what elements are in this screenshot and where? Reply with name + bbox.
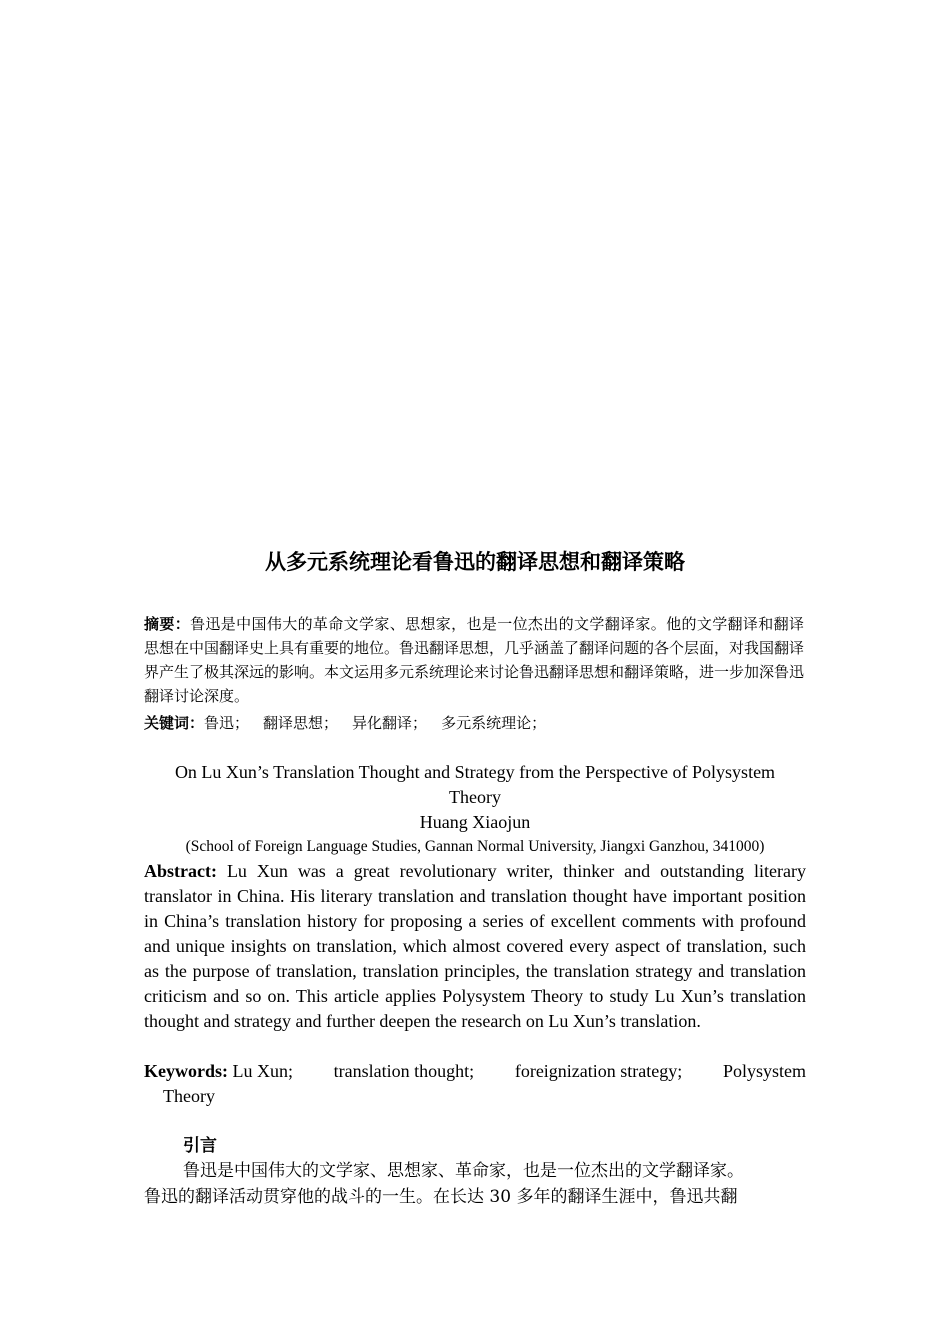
chinese-keyword: 多元系统理论；: [441, 714, 547, 732]
english-abstract: [144, 859, 806, 1034]
chinese-keyword: 异化翻译；: [352, 714, 428, 732]
introduction-paragraph: [144, 1158, 806, 1210]
chinese-keywords-label: 关键词：: [144, 714, 205, 732]
english-title: [144, 760, 806, 810]
english-title-line-1: On Lu Xun’s Translation Thought and Strategy from the Perspective of Polysystem: [174, 762, 776, 782]
english-keyword: foreignization strategy;: [514, 1061, 683, 1081]
english-keywords: [144, 1059, 806, 1109]
english-keywords-label-group: [144, 1059, 293, 1084]
english-abstract-label: Abstract:: [144, 861, 217, 881]
chinese-title: 从多元系统理论看鲁迅的翻译思想和翻译策略: [265, 550, 685, 574]
chinese-abstract-text: 鲁迅是中国伟大的革命文学家、思想家，也是一位杰出的文学翻译家。他的文学翻译和翻译思想在中国翻译史上具有重要的地位。鲁迅翻译思想，几乎涵盖了翻译问题的各个层面，对我国翻译界产生了极其深远的影响。本文运用多元系统理论来讨论鲁迅翻译思想和翻译策略，进一步加深鲁迅翻译讨论深度。: [144, 615, 805, 705]
english-keyword: translation thought;: [333, 1061, 475, 1081]
english-abstract-text: Lu Xun was a great revolutionary writer, thinker and outstanding literary translator in China. His literary translation and translation thought have important position in China’s translation history for proposing a series of excellent comments with profound and unique insights on translation, which almost covered every aspect of translation, such as the purpose of translation, translation principles, the translation strategy and translation criticism and so on. This article applies Polysystem Theory to study Lu Xun’s translation thought and strategy and further deepen the research on Lu Xun’s translation.: [144, 861, 807, 1031]
chinese-keyword: 鲁迅；: [204, 714, 250, 732]
english-title-line-2: Theory: [449, 787, 501, 807]
english-keyword: Polysystem: [722, 1061, 806, 1081]
english-keywords-label: Keywords:: [144, 1061, 228, 1081]
section-heading-introduction: 引言: [183, 1136, 217, 1156]
introduction-line-1: 鲁迅是中国伟大的文学家、思想家、革命家，也是一位杰出的文学翻译家。: [183, 1161, 744, 1181]
chinese-abstract-label: 摘要：: [144, 615, 191, 633]
english-keywords-line: [144, 1059, 806, 1084]
chinese-keyword: 翻译思想；: [263, 714, 339, 732]
english-affiliation: (School of Foreign Language Studies, Gannan Normal University, Jiangxi Ganzhou, 341000): [185, 838, 765, 855]
chinese-abstract: [144, 612, 804, 708]
introduction-line-2: 鲁迅的翻译活动贯穿他的战斗的一生。在长达 30 多年的翻译生涯中，鲁迅共翻: [144, 1187, 738, 1207]
english-keyword: Lu Xun;: [232, 1061, 293, 1081]
english-author: Huang Xiaojun: [419, 812, 531, 832]
chinese-keywords: [144, 711, 804, 735]
english-keyword-continuation: Theory: [163, 1086, 215, 1106]
